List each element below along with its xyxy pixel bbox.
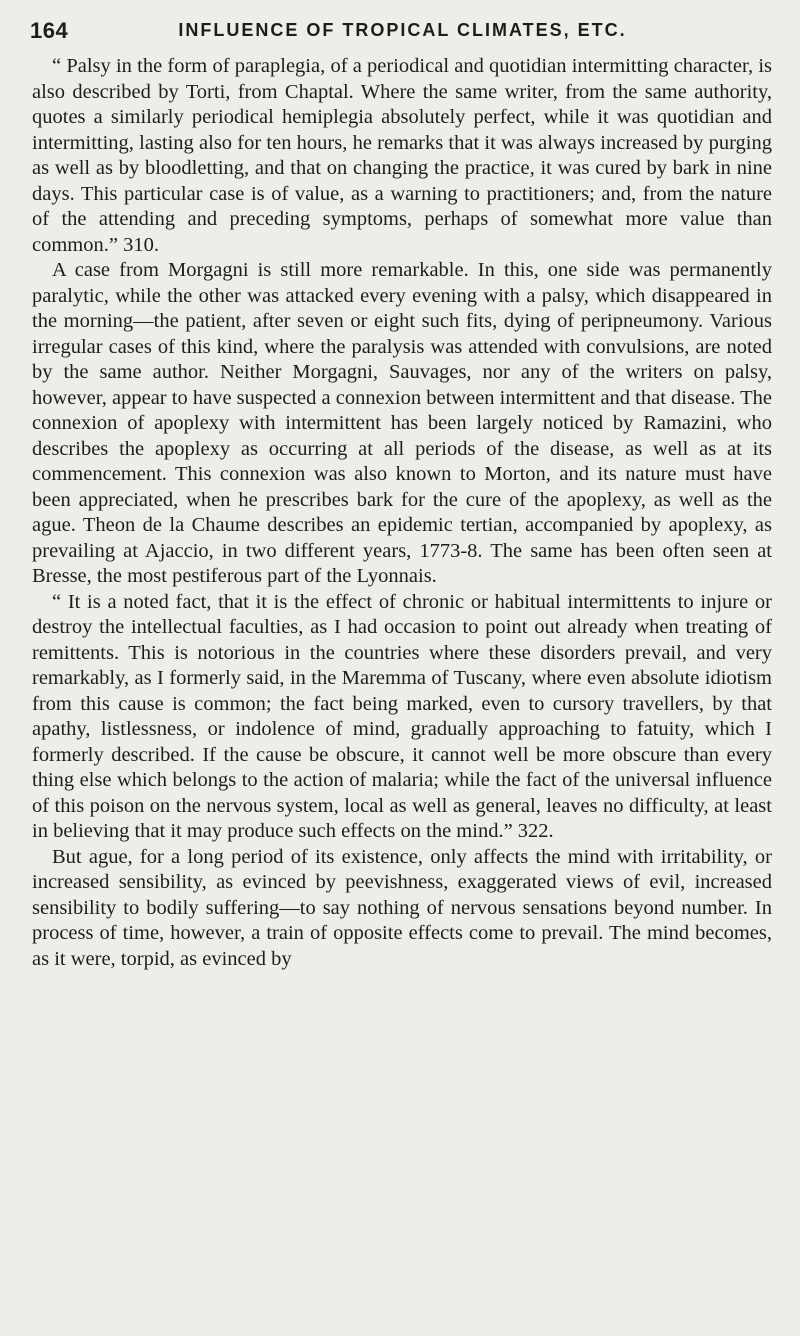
running-head: INFLUENCE OF TROPICAL CLIMATES, ETC.	[178, 20, 627, 40]
paragraph-intellectual-faculties-quote: “ It is a noted fact, that it is the effect of chronic or habitual intermittents to injure or destroy the intellectual faculties, as I had occasion to point out already when treating of remittents. This is notorious in the countries where these disorders prevail, and very remarkably, as I formerly said, in the Maremma of Tuscany, where even absolute idiotism from this cause is common; the fact being marked, even to cursory travellers, by that apathy, listlessness, or indolence of mind, gradually approaching to fatuity, which I formerly described. If the cause be obscure, it cannot well be more obscure than every thing else which belongs to the action of malaria; while the fact of the universal influence of this poison on the nervous system, local as well as general, leaves no difficulty, at least in believing that it may produce such effects on the mind.” 322.	[32, 590, 772, 842]
paragraph-ague-mind: But ague, for a long period of its existence, only affects the mind with irritability, or increased sensibility, as evinced by peevishness, exaggerated views of evil, increased sensibility to bodily suffering—to say nothing of nervous sensations beyond number. In process of time, however, a train of opposite effects come to prevail. The mind becomes, as it were, torpid, as evinced by	[32, 845, 772, 970]
page-number: 164	[30, 18, 69, 43]
page-header	[30, 18, 775, 48]
body-text	[32, 54, 772, 972]
paragraph-palsy-quote: “ Palsy in the form of paraplegia, of a periodical and quotidian intermitting character, is also described by Torti, from Chaptal. Where the same writer, from the same authority, quotes a similarly periodical hemiplegia absolutely perfect, while it was quotidian and intermitting, lasting also for ten hours, he remarks that it was always increased by purging as well as by bloodletting, and that on changing the practice, it was cured by bark in nine days. This particular case is of value, as a warning to practitioners; and, from the nature of the attending and preceding symptoms, perhaps of somewhat more value than common.” 310.	[32, 55, 772, 256]
paragraph-morgagni-case: A case from Morgagni is still more remarkable. In this, one side was permanently paralytic, while the other was attacked every evening with a palsy, which disappeared in the morning—the patient, after seven or eight such fits, dying of peripneumony. Various irregular cases of this kind, where the paralysis was attended with convulsions, are noted by the same author. Neither Morgagni, Sauvages, nor any of the writers on palsy, however, appear to have suspected a connexion between intermittent and that disease. The connexion of apoplexy with intermittent has been largely noticed by Ramazini, who describes the apoplexy as occurring at all periods of the disease, as well as at its commencement. This connexion was also known to Morton, and its nature must have been appreciated, when he prescribes bark for the cure of the apoplexy, as well as the ague. Theon de la Chaume describes an epidemic tertian, accompanied by apoplexy, as prevailing at Ajaccio, in two different years, 1773-8. The same has been often seen at Bresse, the most pestiferous part of the Lyonnais.	[32, 259, 772, 587]
